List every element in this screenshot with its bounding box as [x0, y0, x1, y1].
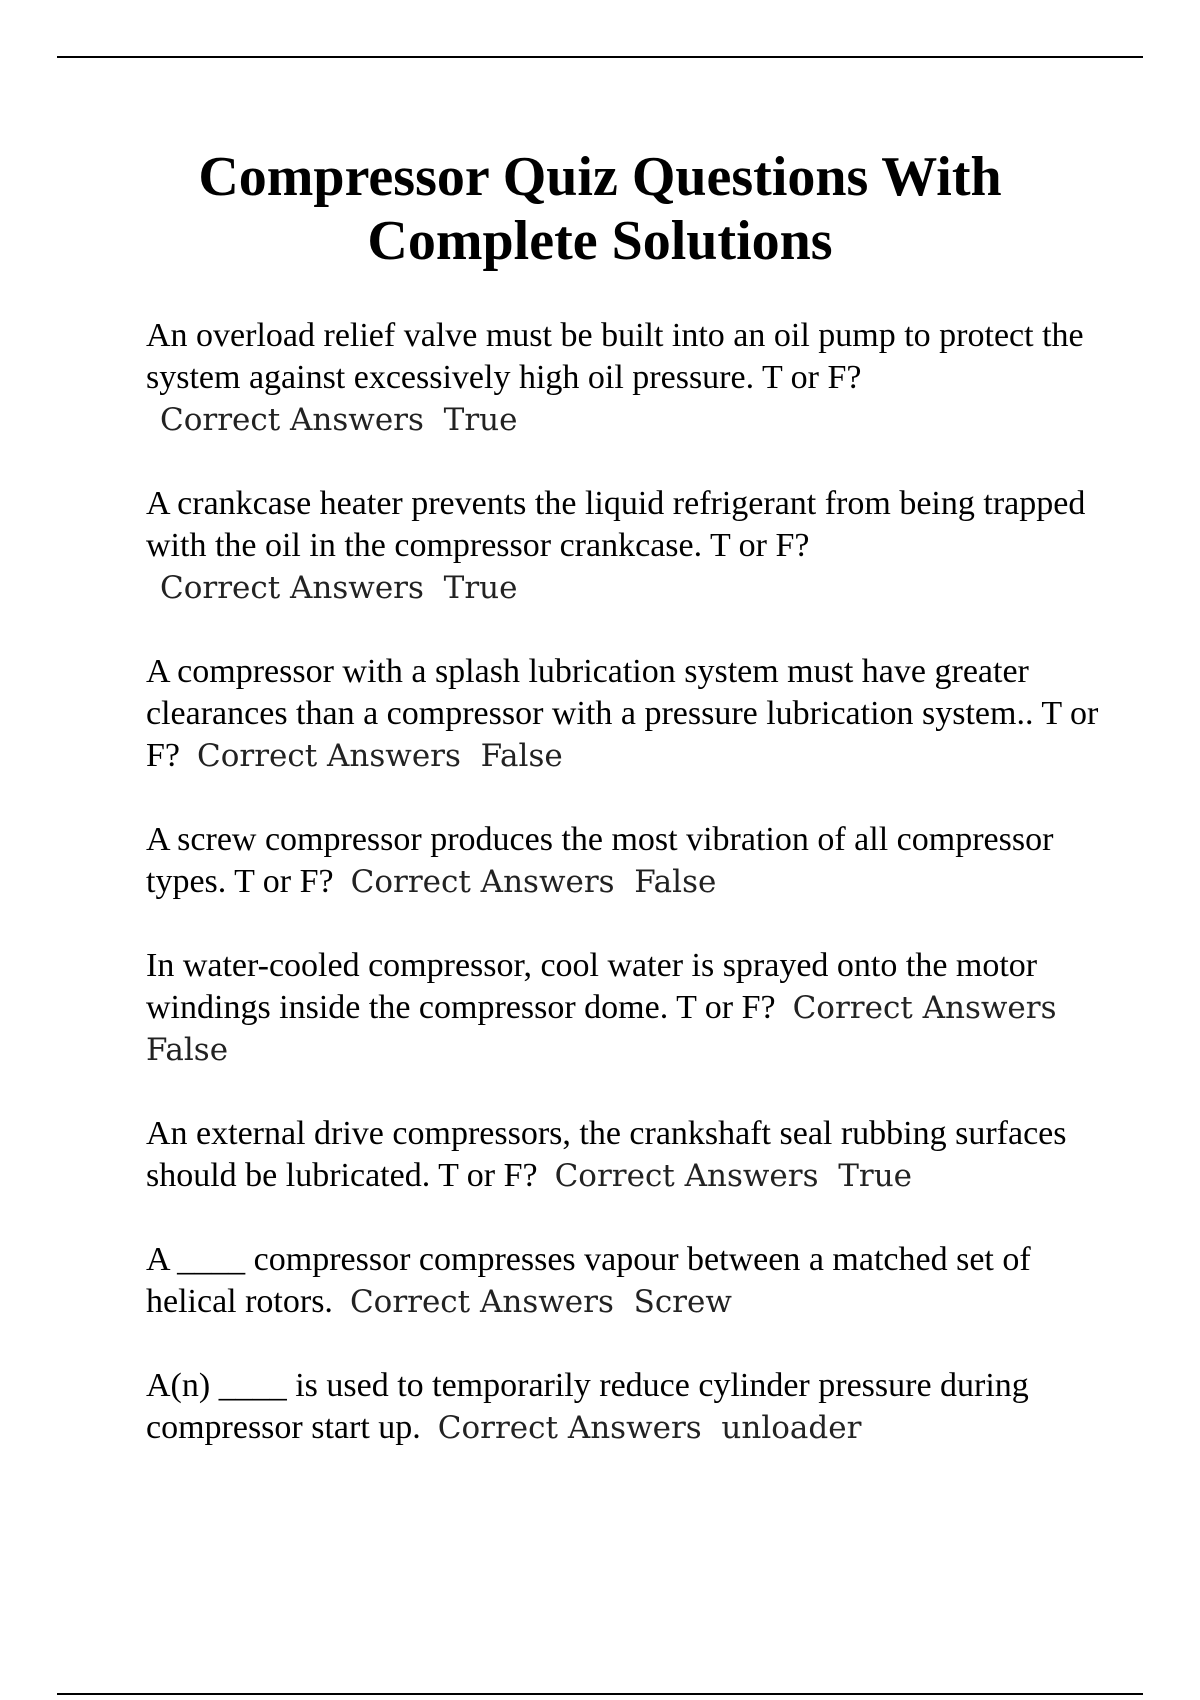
- answer-value: unloader: [721, 1410, 862, 1446]
- question-text: A ____ compressor compresses vapour between a matched set of helical rotors.: [146, 1241, 1031, 1320]
- answer-value: True: [443, 570, 518, 606]
- answer-prefix: Correct Answers: [197, 738, 461, 774]
- answer-prefix: Correct Answers: [350, 864, 615, 900]
- question-text: A crankcase heater prevents the liquid refrigerant from being trapped with the oil in the compressor crankcase. T or F?: [146, 485, 1086, 564]
- top-rule: [57, 56, 1143, 58]
- question-text: A(n) ____ is used to temporarily reduce cylinder pressure during compressor start up.: [146, 1367, 1029, 1446]
- answer-prefix: Correct Answers: [554, 1158, 819, 1194]
- answer-label: [146, 567, 517, 609]
- qa-item: [146, 315, 1126, 441]
- qa-item: [146, 1365, 1126, 1449]
- bottom-rule: [57, 1693, 1143, 1695]
- answer-value: False: [480, 738, 563, 774]
- answer-value: Screw: [633, 1284, 732, 1320]
- question-text: An external drive compressors, the crankshaft seal rubbing surfaces should be lubricated. T or F?: [146, 1115, 1067, 1194]
- question-text: An overload relief valve must be built into an oil pump to protect the system against excessively high oil pressure. T or F?: [146, 317, 1084, 396]
- question-text: A screw compressor produces the most vibration of all compressor types. T or F?: [146, 821, 1054, 900]
- answer-label: [438, 1410, 862, 1446]
- qa-item: [146, 1113, 1126, 1197]
- answer-label: [146, 399, 517, 441]
- answer-prefix: Correct Answers: [792, 990, 1057, 1026]
- qa-item: [146, 819, 1126, 903]
- answer-prefix: Correct Answers: [160, 570, 424, 606]
- answer-value: False: [634, 864, 717, 900]
- question-text: In water-cooled compressor, cool water is sprayed onto the motor windings inside the compressor dome. T or F?: [146, 947, 1038, 1026]
- answer-label: [197, 738, 563, 774]
- answer-prefix: Correct Answers: [349, 1284, 614, 1320]
- answer-value: True: [838, 1158, 913, 1194]
- answer-label: [351, 864, 717, 900]
- qa-item: [146, 945, 1126, 1071]
- qa-list: [146, 315, 1126, 1491]
- qa-item: [146, 483, 1126, 609]
- answer-label: [350, 1284, 732, 1320]
- document-title: Compressor Quiz Questions With Complete Solutions: [198, 146, 1002, 272]
- qa-item: [146, 1239, 1126, 1323]
- answer-prefix: Correct Answers: [437, 1410, 702, 1446]
- answer-label: [555, 1158, 912, 1194]
- answer-value: False: [146, 1032, 229, 1068]
- question-text: A compressor with a splash lubrication system must have greater clearances than a compressor with a pressure lubrication system.. T or F?: [146, 653, 1099, 774]
- answer-value: True: [443, 402, 518, 438]
- answer-prefix: Correct Answers: [160, 402, 424, 438]
- qa-item: [146, 651, 1126, 777]
